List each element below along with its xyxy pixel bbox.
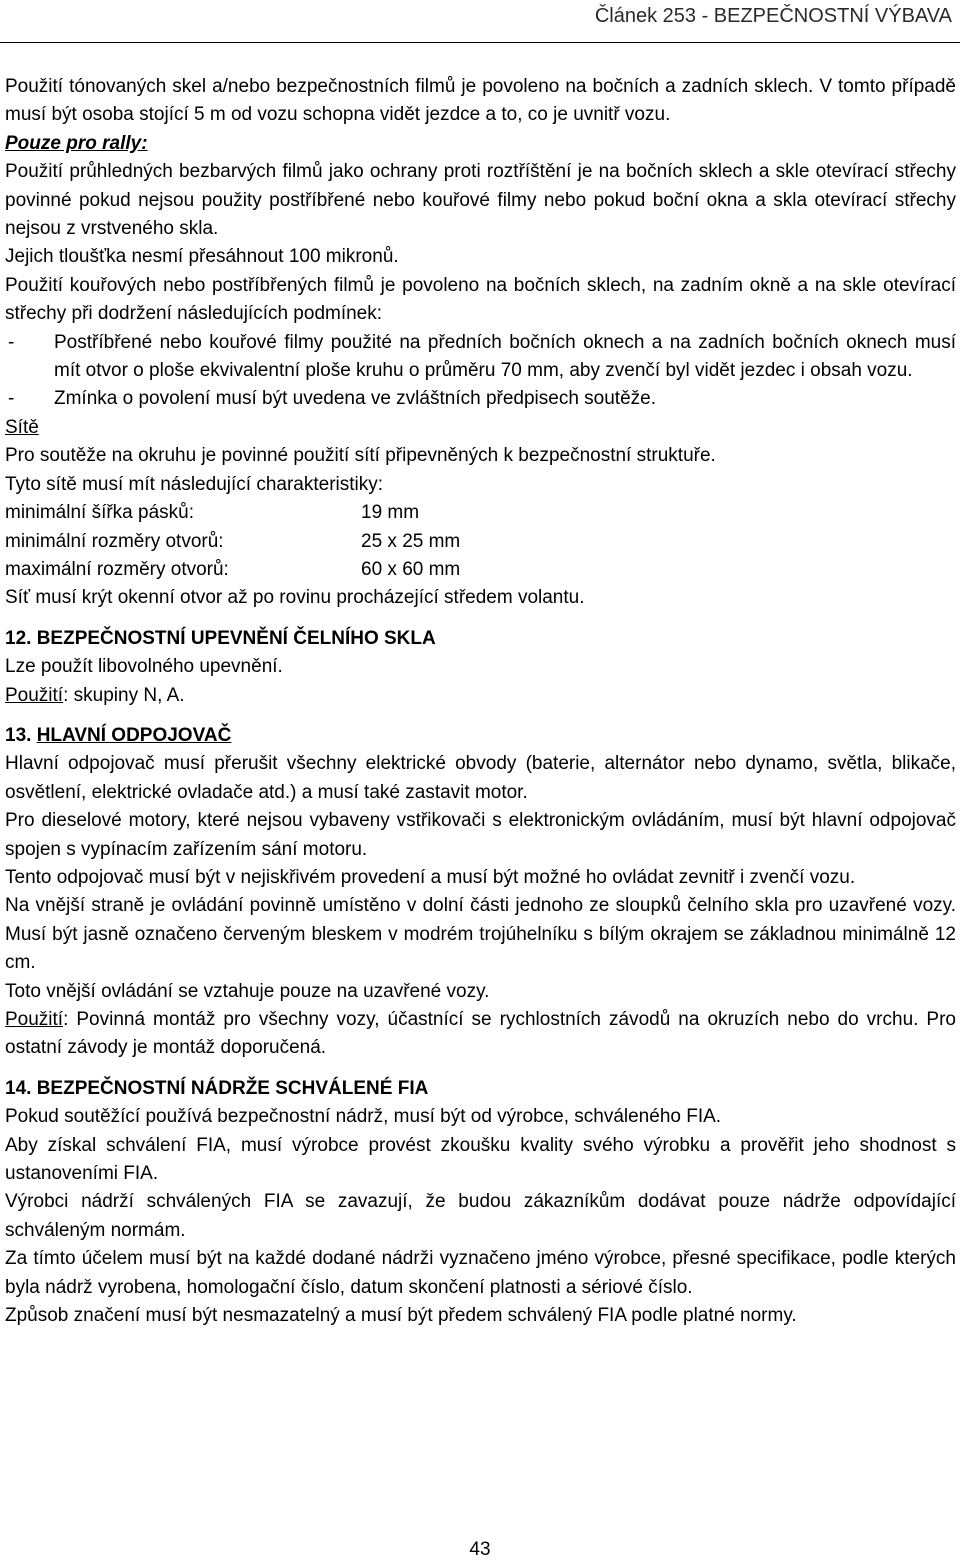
spec-label: minimální rozměry otvorů: [5,530,224,552]
usage-label: Použití [5,684,64,706]
bullet-dash: - [8,331,15,353]
running-header: Článek 253 - BEZPEČNOSTNÍ VÝBAVA [594,5,952,27]
paragraph-diesel: Pro dieselové motory, které nejsou vybaveny vstřikovači s elektronickým ovládáním, musí být hlavní odpojovač spojen s vypínacím zařízením sání motoru. [5,810,956,860]
paragraph-closed-cars: Toto vnější ovládání se vztahuje pouze na uzavřené vozy. [5,980,490,1002]
list-item [5,329,956,386]
heading-title: HLAVNÍ ODPOJOVAČ [36,724,232,746]
section-heading-14: 14. BEZPEČNOSTNÍ NÁDRŽE SCHVÁLENÉ FIA [5,1077,429,1099]
section-heading-13 [5,722,956,750]
usage-label: Použití [5,1009,64,1030]
paragraph-usage-13 [5,1006,956,1063]
paragraph-nets-coverage: Síť musí krýt okenní otvor až po rovinu procházející středem volantu. [5,587,585,609]
spec-row [5,499,956,527]
paragraph-tinted-glass: Použití tónovaných skel a/nebo bezpečnostních filmů je povoleno na bočních a zadních sklech. V tomto případě musí být osoba stojící 5 m od vozu schopna vidět jezdce a to, co je uvnitř vozu. [5,76,956,126]
paragraph-smoked-film: Použití kouřových nebo postříbřených filmů je povoleno na bočních sklech, na zadním okně a na skle otevírací střechy při dodržení následujících podmínek: [5,274,956,325]
paragraph-marking: Za tímto účelem musí být na každé dodané nádrži vyznačeno jméno výrobce, přesné specifikace, podle kterých byla nádrž vyrobena, homologační číslo, datum skončení platnosti a sériové číslo. [5,1248,956,1298]
paragraph-master-switch: Hlavní odpojovač musí přerušit všechny elektrické obvody (baterie, alternátor nebo dynamo, světla, blikače, osvětlení, elektrické ovladače atd.) a musí také zastavit motor. [5,753,956,803]
rally-label: Pouze pro rally: [5,132,148,154]
spec-label: minimální šířka pásků: [5,502,195,524]
paragraph-nets-required: Pro soutěže na okruhu je povinné použití sítí připevněných k bezpečnostní struktuře. [5,445,716,467]
heading-number: 13. [5,724,37,746]
paragraph-approval: Aby získal schválení FIA, musí výrobce provést zkoušku kvality svého výrobku a prověřit jeho shodnost s ustanoveními FIA. [5,1134,956,1185]
section-heading-12: 12. BEZPEČNOSTNÍ UPEVNĚNÍ ČELNÍHO SKLA [5,627,436,649]
page-number: 43 [469,1539,491,1560]
list-item-text: Postříbřené nebo kouřové filmy použité na předních bočních oknech a na zadních bočních oknech musí mít otvor o ploše ekvivalentní ploše kruhu o průměru 70 mm, aby zvenčí byl vidět jezdec i obsah vozu. [54,331,956,382]
paragraph-manufacturers: Výrobci nádrží schválených FIA se zavazují, že budou zákazníkům dodávat pouze nádrže odpovídající schváleným normám. [5,1191,956,1241]
paragraph-indelible: Způsob značení musí být nesmazatelný a musí být předem schválený FIA podle platné normy. [5,1305,797,1327]
nets-label: Sítě [5,416,39,438]
page-body [5,73,956,1330]
paragraph-film-thickness: Jejich tloušťka nesmí přesáhnout 100 mikronů. [5,246,399,268]
usage-text: : Povinná montáž pro všechny vozy, účastnící se rychlostních závodů na okruzích nebo do vrchu. Pro ostatní závody je montáž doporučená. [5,1009,956,1059]
paragraph-usage-12 [5,682,956,710]
spec-value: 25 x 25 mm [361,530,461,552]
paragraph-spark-proof: Tento odpojovač musí být v nejiskřivém provedení a musí být možné ho ovládat zevnitř i zvenčí vozu. [5,866,856,888]
spec-row [5,528,956,556]
paragraph-safety-tank: Pokud soutěžící používá bezpečnostní nádrž, musí být od výrobce, schváleného FIA. [5,1106,722,1128]
paragraph-clear-film: Použití průhledných bezbarvých filmů jako ochrany proti roztříštění je na bočních sklech a skle otevírací střechy povinné pokud nejsou použity postříbřené nebo kouřové filmy nebo pokud boční okna a skla otevírací střechy nejsou z vrstveného skla. [5,161,956,240]
list-item-text: Zmínka o povolení musí být uvedena ve zvláštních předpisech soutěže. [54,388,656,410]
bullet-dash: - [8,388,15,410]
paragraph-windscreen-fixing: Lze použít libovolného upevnění. [5,656,283,678]
spec-label: maximální rozměry otvorů: [5,558,229,580]
paragraph-nets-characteristics: Tyto sítě musí mít následující charakteristiky: [5,473,384,495]
spec-value: 60 x 60 mm [361,558,461,580]
paragraph-external-control: Na vnější straně je ovládání povinně umístěno v dolní části jednoho ze sloupků čelního skla pro uzavřené vozy. Musí být jasně označeno červeným bleskem v modrém trojúhelníku s bílým okrajem se základnou minimálně 12 cm. [5,895,956,974]
list-item [5,385,956,413]
usage-text: : skupiny N, A. [63,684,185,706]
header-rule [0,42,960,43]
spec-row [5,556,956,584]
spec-value: 19 mm [361,502,420,524]
